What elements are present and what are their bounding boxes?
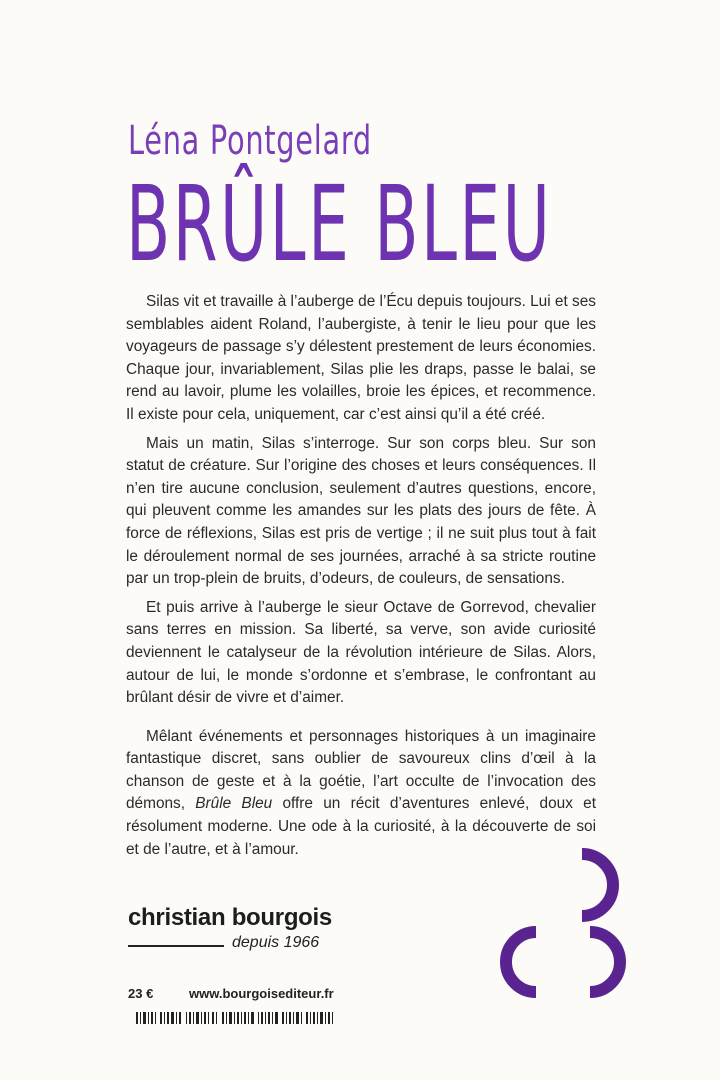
blurb-paragraph: Silas vit et travaille à l’auberge de l’Écu depuis toujours. Lui et ses semblables aident Roland, l’aubergiste, à tenir le lieu pour que les voyageurs de passage s’y délestent prestement de leurs économies. Chaque jour, invariablement, Silas plie les draps, passe le balai, se rend au lavoir, plume les volailles, broie les épices, et recommence. Il existe pour cela, uniquement, car c’est ainsi qu’il a été créé. [126, 293, 596, 423]
blurb-paragraph: Et puis arrive à l’auberge le sieur Octave de Gorrevod, chevalier sans terres en mission. Sa liberté, sa verve, son avide curiosité deviennent le catalyseur de la révolution intérieure de Silas. Alors, autour de lui, le monde s’ordonne et s’embrase, le confrontant au brûlant désir de vivre et d’aimer. [126, 598, 596, 707]
barcode-strip [136, 1012, 336, 1024]
blurb-text: Mêlant événements et personnages historiques à un imaginaire fantastique discret, sans oublier de savoureux clins d’œil à la chanson de geste et à la goétie, l’art occulte de l’invocation des démons, [126, 727, 596, 813]
blurb-book-title: Brûle Bleu [195, 795, 273, 813]
publisher-website: www.bourgoisediteur.fr [189, 986, 334, 1001]
book-title: BRÛLE BLEU [126, 163, 553, 285]
blurb-paragraph: Mais un matin, Silas s’interroge. Sur son corps bleu. Sur son statut de créature. Sur l’origine des choses et leurs conséquences. Il n’en tire aucune conclusion, seulement d’autres questions, encore, qui pleuvent comme les amandes sur les plats des jours de fête. À force de réflexions, Silas est pris de vertige ; il ne suit plus tout à fait le déroulement normal de ses journées, arraché à sa stricte routine par un trop-plein de bruits, d’odeurs, de couleurs, de sensations. [126, 434, 596, 588]
publisher-name: christian bourgois [128, 904, 332, 931]
christian-bourgois-cb-logo-icon [496, 848, 636, 998]
publisher-since: depuis 1966 [232, 934, 320, 951]
price-label: 23 € [128, 986, 154, 1001]
author-name: Léna Pontgelard [128, 118, 372, 164]
publisher-rule [128, 945, 224, 947]
back-cover-blurb [126, 291, 596, 867]
blurb-paragraph [126, 726, 596, 862]
publisher-block [128, 904, 338, 956]
blurb-text: offre un récit d’aventures enlevé, doux et résolument moderne. Une ode à la curiosité, à la découverte de soi et de l’autre, et à l’amour. [126, 795, 596, 858]
